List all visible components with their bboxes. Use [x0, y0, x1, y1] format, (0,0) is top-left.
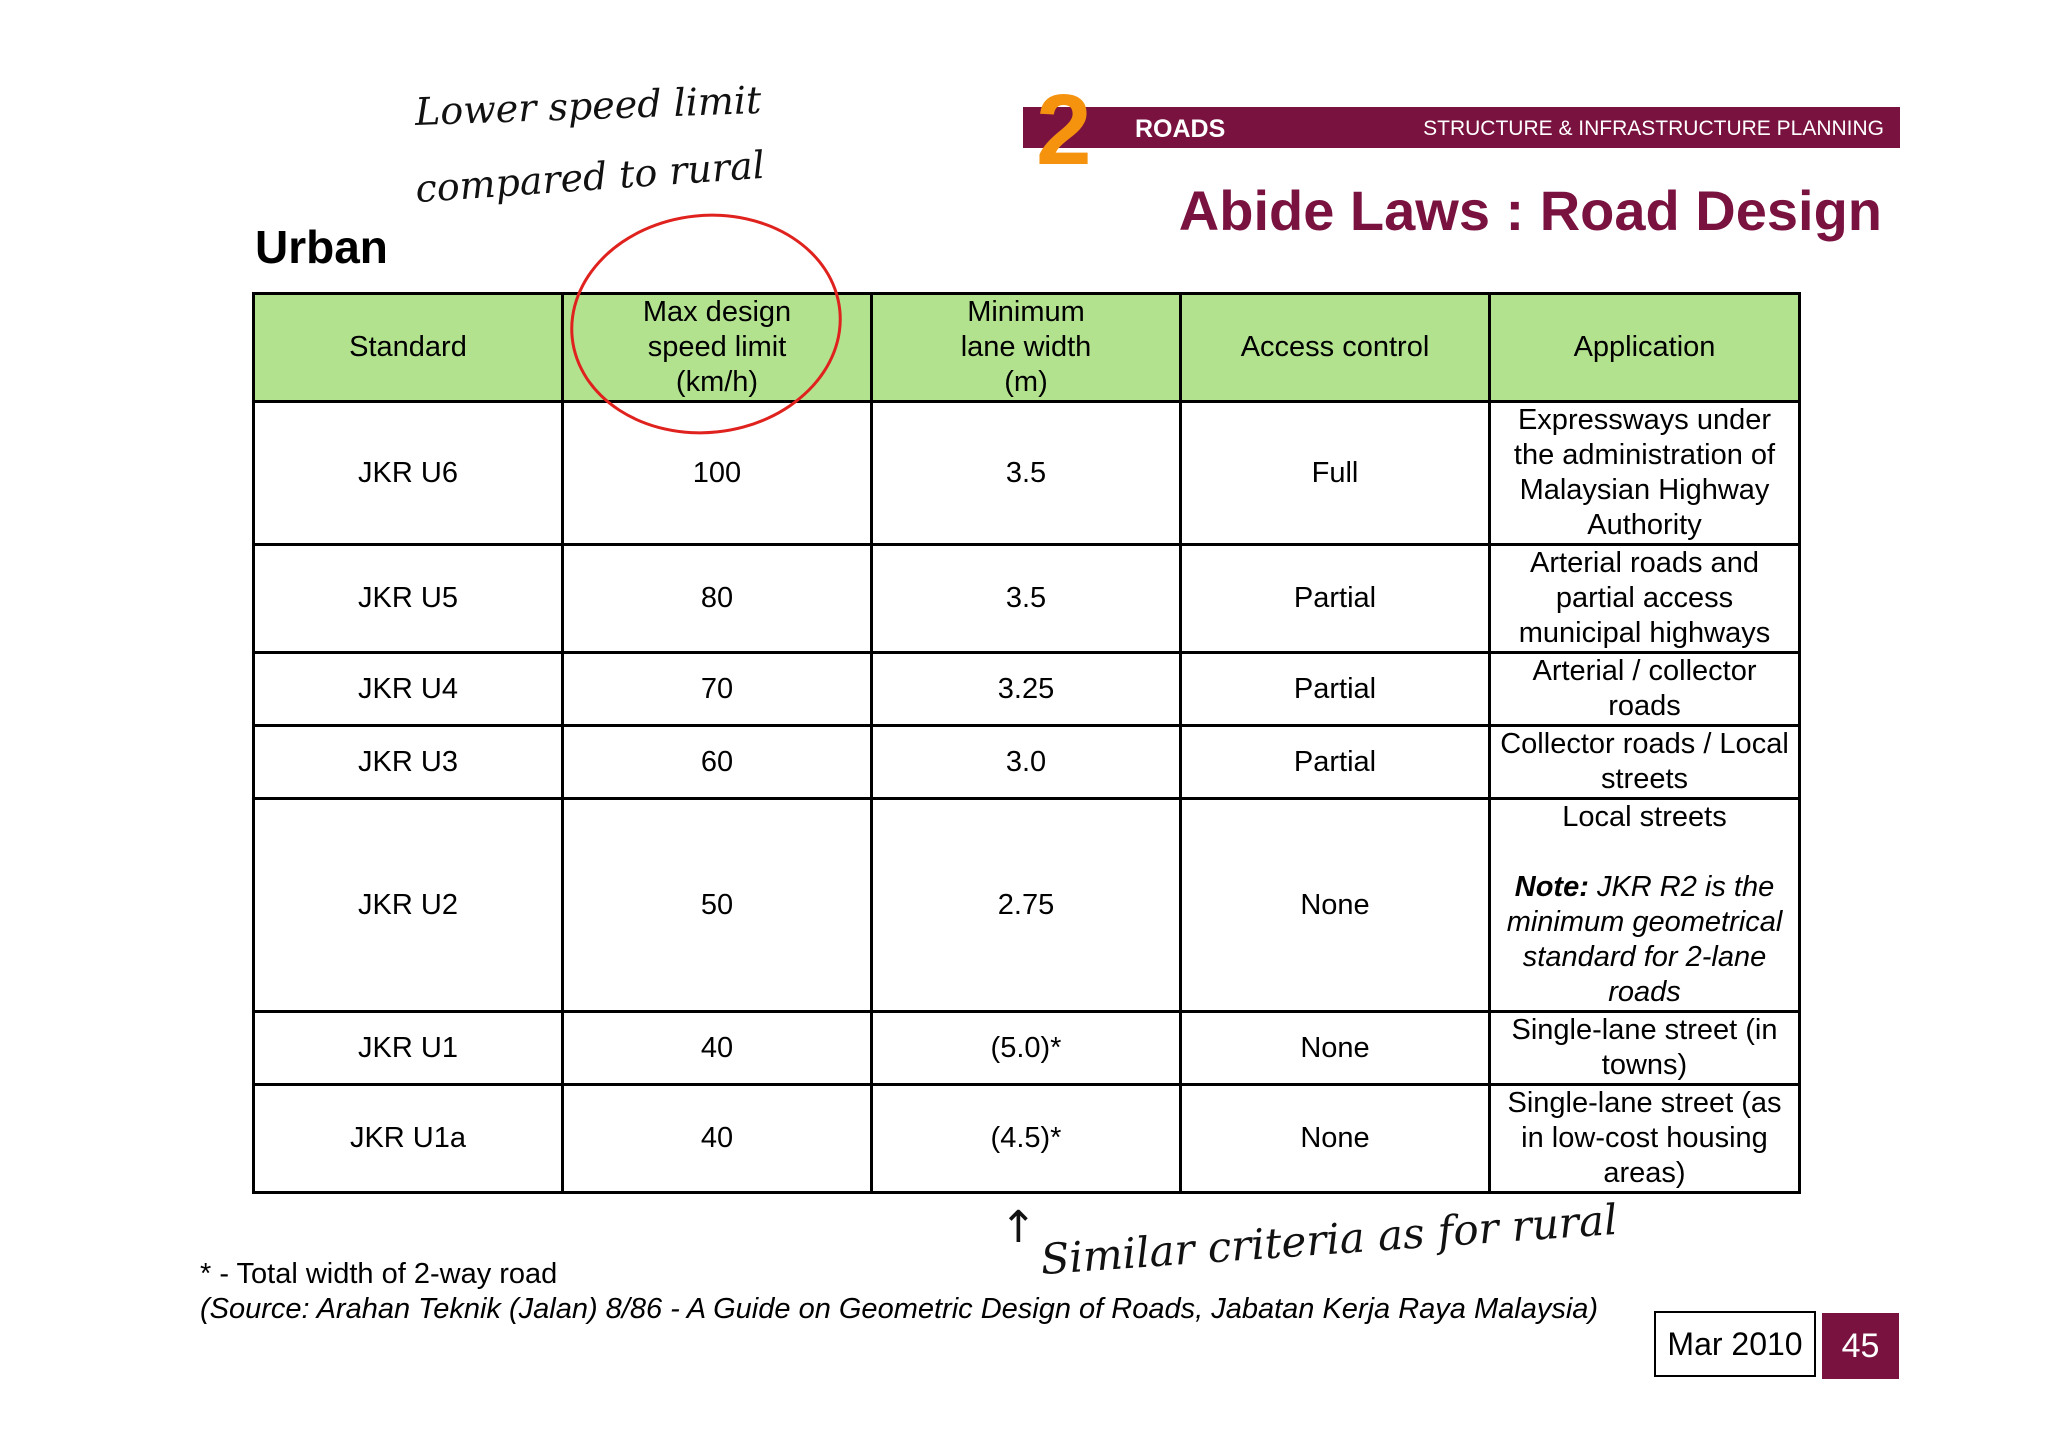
- cell-access: Full: [1181, 402, 1490, 545]
- header-line: speed limit: [647, 331, 787, 363]
- table-row: [254, 1085, 1800, 1193]
- application-line: Authority: [1587, 509, 1702, 541]
- section-subtitle: STRUCTURE & INFRASTRUCTURE PLANNING: [1423, 117, 1884, 140]
- section-label: ROADS: [1135, 115, 1226, 143]
- source-citation: (Source: Arahan Teknik (Jalan) 8/86 - A Guide on Geometric Design of Roads, Jabatan Kerja Raya Malaysia): [200, 1293, 1599, 1325]
- note-block: [1497, 870, 1792, 1010]
- page-number: 45: [1822, 1313, 1899, 1379]
- col-header-access-control: [1181, 294, 1490, 402]
- road-design-table: [252, 292, 1801, 1194]
- application-line: streets: [1600, 763, 1689, 795]
- cell-application: [1490, 402, 1800, 545]
- section-number: 2: [1036, 74, 1092, 186]
- cell-width: 3.5: [872, 402, 1181, 545]
- cell-standard: JKR U3: [254, 726, 563, 799]
- header-line: lane width: [960, 331, 1092, 363]
- header-line: Application: [1573, 331, 1716, 363]
- application-line: partial access: [1555, 582, 1734, 614]
- table-row: [254, 799, 1800, 1012]
- table-header-row: [254, 294, 1800, 402]
- cell-application: [1490, 653, 1800, 726]
- note-label: Note:: [1514, 871, 1589, 903]
- application-line: Single-lane street (in: [1511, 1014, 1778, 1046]
- cell-speed: 70: [563, 653, 872, 726]
- application-line: roads: [1608, 690, 1681, 722]
- cell-width: 2.75: [872, 799, 1181, 1012]
- application-line: Expressways under: [1517, 404, 1772, 436]
- cell-speed: 40: [563, 1012, 872, 1085]
- cell-access: Partial: [1181, 545, 1490, 653]
- cell-standard: JKR U5: [254, 545, 563, 653]
- note-line: roads: [1608, 976, 1681, 1008]
- annotation-lower-speed-line1: Lower speed limit: [414, 77, 763, 135]
- application-line: Single-lane street (as: [1507, 1087, 1782, 1119]
- annotation-lower-speed-line2: compared to rural: [413, 142, 767, 212]
- application-line: Collector roads / Local: [1500, 728, 1789, 760]
- application-line: towns): [1601, 1049, 1688, 1081]
- arrow-up-icon: ↑: [1000, 1202, 1037, 1253]
- cell-width: 3.0: [872, 726, 1181, 799]
- annotation-similar-criteria: Similar criteria as for rural: [1038, 1194, 1619, 1285]
- application-line: Arterial / collector: [1532, 655, 1757, 687]
- cell-width: 3.25: [872, 653, 1181, 726]
- cell-access: None: [1181, 1012, 1490, 1085]
- cell-standard: JKR U1: [254, 1012, 563, 1085]
- col-header-standard: [254, 294, 563, 402]
- cell-access: Partial: [1181, 726, 1490, 799]
- col-header-lane-width: [872, 294, 1181, 402]
- cell-application: [1490, 545, 1800, 653]
- application-line: Malaysian Highway: [1519, 474, 1770, 506]
- table-heading: Urban: [255, 221, 388, 273]
- application-line: Arterial roads and: [1530, 547, 1759, 579]
- header-line: Max design: [642, 296, 792, 328]
- cell-standard: JKR U4: [254, 653, 563, 726]
- cell-access: Partial: [1181, 653, 1490, 726]
- table-row: [254, 1012, 1800, 1085]
- cell-width: (4.5)*: [872, 1085, 1181, 1193]
- cell-speed: 50: [563, 799, 872, 1012]
- application-line: areas): [1603, 1157, 1686, 1189]
- cell-standard: JKR U2: [254, 799, 563, 1012]
- slide-title: Abide Laws : Road Design: [1178, 179, 1882, 242]
- cell-speed: 100: [563, 402, 872, 545]
- header-line: Minimum: [967, 296, 1085, 328]
- cell-speed: 40: [563, 1085, 872, 1193]
- col-header-application: [1490, 294, 1800, 402]
- cell-access: None: [1181, 799, 1490, 1012]
- cell-width: 3.5: [872, 545, 1181, 653]
- line-gap: [1497, 835, 1792, 870]
- cell-application: [1490, 1085, 1800, 1193]
- application-line: municipal highways: [1518, 617, 1771, 649]
- footnote: * - Total width of 2-way road: [200, 1258, 558, 1290]
- table-row: [254, 545, 1800, 653]
- cell-application: [1490, 1012, 1800, 1085]
- header-line: (m): [1004, 366, 1048, 398]
- header-line: Standard: [349, 331, 467, 363]
- footer-date: Mar 2010: [1654, 1311, 1816, 1377]
- table-row: [254, 653, 1800, 726]
- cell-application: [1490, 799, 1800, 1012]
- application-line: in low-cost housing: [1521, 1122, 1768, 1154]
- note-text: JKR R2 is the: [1596, 871, 1775, 903]
- cell-standard: JKR U6: [254, 402, 563, 545]
- cell-access: None: [1181, 1085, 1490, 1193]
- application-line: the administration of: [1513, 439, 1776, 471]
- header-line: (km/h): [675, 366, 759, 398]
- cell-speed: 80: [563, 545, 872, 653]
- header-line: Access control: [1240, 331, 1430, 363]
- table-row: [254, 726, 1800, 799]
- note-line: [1497, 870, 1792, 905]
- cell-speed: 60: [563, 726, 872, 799]
- cell-standard: JKR U1a: [254, 1085, 563, 1193]
- cell-application: [1490, 726, 1800, 799]
- cell-width: (5.0)*: [872, 1012, 1181, 1085]
- application-line: Local streets: [1562, 801, 1727, 833]
- note-line: minimum geometrical: [1506, 906, 1783, 938]
- table-row: [254, 402, 1800, 545]
- note-line: standard for 2-lane: [1522, 941, 1767, 973]
